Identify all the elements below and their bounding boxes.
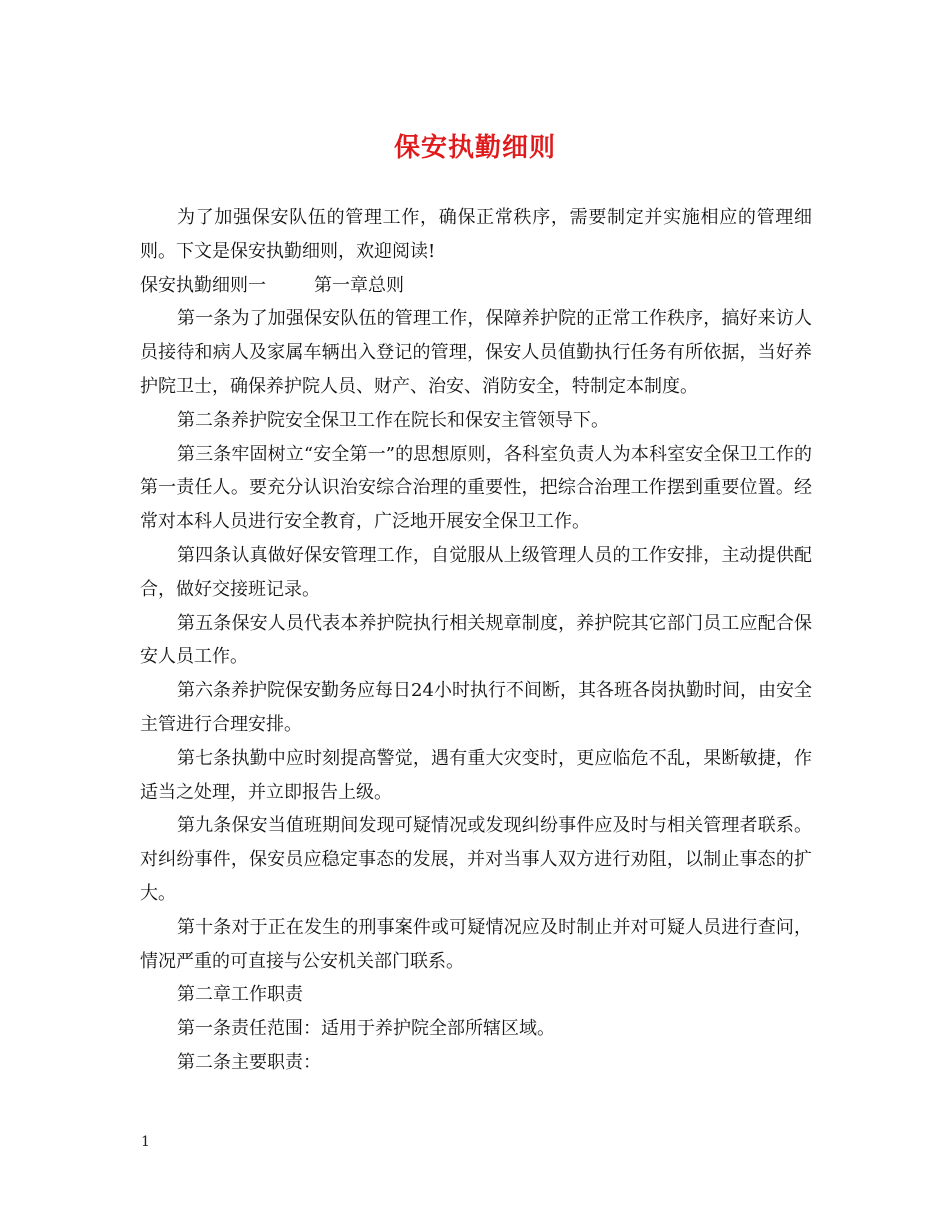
article-paragraph: 第九条保安当值班期间发现可疑情况或发现纠纷事件应及时与相关管理者联系。对纠纷事件，保安员应稳定事态的发展，并对当事人双方进行劝阻，以制止事态的扩大。 <box>140 815 812 904</box>
article-paragraph: 第三条牢固树立“安全第一”的思想原则，各科室负责人为本科室安全保卫工作的第一责任人。要充分认识治安综合治理的重要性，把综合治理工作摆到重要位置。经常对本科人员进行安全教育，广泛地开展安全保卫工作。 <box>140 443 812 533</box>
section-heading-line <box>140 269 812 303</box>
article-paragraph: 第四条认真做好保安管理工作，自觉服从上级管理人员的工作安排，主动提供配合，做好交接班记录。 <box>140 544 812 600</box>
article-paragraph: 第二条养护院安全保卫工作在院长和保安主管领导下。 <box>177 409 609 431</box>
article-paragraph: 第一条为了加强保安队伍的管理工作，保障养护院的正常工作秩序，搞好来访人员接待和病人及家属车辆出入登记的管理，保安人员值勤执行任务有所依据，当好养护院卫士，确保养护院人员、财产、治安、消防安全，特制定本制度。 <box>140 308 812 397</box>
article-paragraph: 第一条责任范围：适用于养护院全部所辖区域。 <box>177 1018 555 1040</box>
page-number: 1 <box>141 1134 150 1150</box>
document-title: 保安执勤细则 <box>393 133 556 163</box>
section-label: 保安执勤细则一 <box>140 274 266 296</box>
article-paragraph: 第六条养护院保安勤务应每日24小时执行不间断，其各班各岗执勤时间，由安全主管进行合理安排。 <box>140 680 812 735</box>
article-paragraph: 第二条主要职责： <box>177 1051 321 1073</box>
article-paragraph: 第十条对于正在发生的刑事案件或可疑情况应及时制止并对可疑人员进行查问，情况严重的可直接与公安机关部门联系。 <box>140 916 812 972</box>
document-body <box>140 201 812 1080</box>
chapter-2-title: 第二章工作职责 <box>177 984 303 1006</box>
chapter-1-title: 第一章总则 <box>314 274 404 296</box>
article-paragraph: 第五条保安人员代表本养护院执行相关规章制度，养护院其它部门员工应配合保安人员工作。 <box>140 612 812 668</box>
intro-paragraph: 为了加强保安队伍的管理工作，确保正常秩序，需要制定并实施相应的管理细则。下文是保安执勤细则，欢迎阅读! <box>140 207 812 262</box>
article-paragraph: 第七条执勤中应时刻提高警觉，遇有重大灾变时，更应临危不乱，果断敏捷，作适当之处理，并立即报告上级。 <box>140 747 812 803</box>
